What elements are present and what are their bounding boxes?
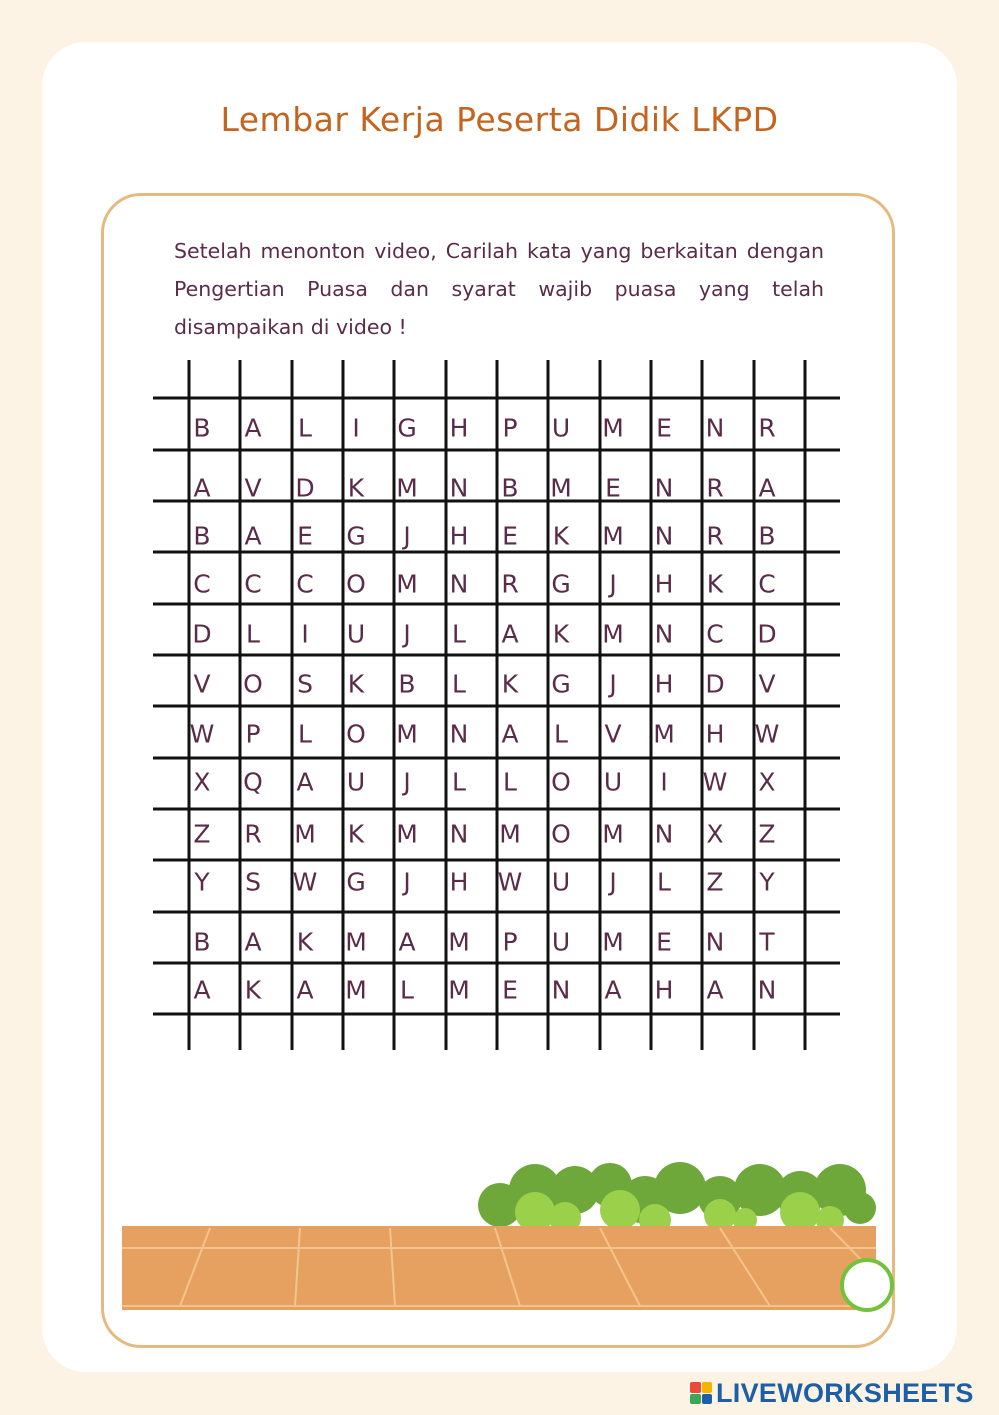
grid-letter[interactable]: N [705, 413, 725, 443]
grid-letter[interactable]: A [398, 927, 416, 957]
grid-letter[interactable]: V [604, 719, 622, 749]
grid-letter[interactable]: N [449, 569, 469, 599]
grid-letter[interactable]: X [706, 819, 724, 849]
grid-letter[interactable]: L [503, 767, 517, 797]
grid-letter[interactable]: G [346, 521, 366, 551]
grid-letter[interactable]: G [551, 569, 571, 599]
grid-letter[interactable]: M [448, 927, 470, 957]
grid-letter[interactable]: H [449, 521, 469, 551]
grid-letter[interactable]: O [346, 719, 366, 749]
grid-letter[interactable]: V [193, 669, 211, 699]
grid-letter[interactable]: L [298, 719, 312, 749]
grid-letter[interactable]: M [396, 569, 418, 599]
grid-letter[interactable]: C [706, 619, 724, 649]
grid-letter[interactable]: M [602, 413, 624, 443]
grid-letter[interactable]: M [345, 927, 367, 957]
grid-letter[interactable]: J [609, 569, 617, 599]
grid-letter[interactable]: I [660, 767, 668, 797]
grid-letter[interactable]: V [758, 669, 776, 699]
grid-letter[interactable]: N [757, 975, 777, 1005]
grid-letter[interactable]: C [244, 569, 262, 599]
grid-letter[interactable]: J [403, 767, 411, 797]
grid-letter[interactable]: M [499, 819, 521, 849]
grid-letter[interactable]: A [501, 719, 519, 749]
grid-letter[interactable]: L [452, 767, 466, 797]
grid-letter[interactable]: N [654, 819, 674, 849]
grid-letter[interactable]: M [550, 473, 572, 503]
grid-letter[interactable]: G [346, 867, 366, 897]
grid-letter[interactable]: D [192, 619, 212, 649]
grid-letter[interactable]: B [193, 927, 211, 957]
grid-letter[interactable]: K [706, 569, 724, 599]
grid-letter[interactable]: D [757, 619, 777, 649]
grid-letter[interactable]: W [754, 719, 780, 749]
grid-letter[interactable]: O [551, 819, 571, 849]
grid-letter[interactable]: Z [193, 819, 211, 849]
grid-letter[interactable]: A [193, 975, 211, 1005]
grid-letter[interactable]: M [602, 619, 624, 649]
grid-letter[interactable]: K [347, 669, 365, 699]
grid-letter[interactable]: V [244, 473, 262, 503]
grid-letter[interactable]: B [398, 669, 416, 699]
grid-letter[interactable]: B [193, 413, 211, 443]
grid-letter[interactable]: U [551, 867, 571, 897]
grid-letter[interactable]: K [552, 619, 570, 649]
grid-letter[interactable]: M [396, 719, 418, 749]
grid-letter[interactable]: M [602, 927, 624, 957]
grid-letter[interactable]: J [403, 867, 411, 897]
grid-letter[interactable]: N [449, 719, 469, 749]
grid-letter[interactable]: Z [706, 867, 724, 897]
grid-letter[interactable]: O [243, 669, 263, 699]
grid-letter[interactable]: D [295, 473, 315, 503]
grid-letter[interactable]: R [706, 473, 724, 503]
grid-letter[interactable]: E [502, 521, 518, 551]
grid-letter[interactable]: M [653, 719, 675, 749]
grid-letter[interactable]: A [244, 413, 262, 443]
grid-letter[interactable]: R [244, 819, 262, 849]
grid-letter[interactable]: A [244, 927, 262, 957]
grid-letter[interactable]: G [397, 413, 417, 443]
grid-letter[interactable]: O [346, 569, 366, 599]
grid-letter[interactable]: N [449, 819, 469, 849]
grid-letter[interactable]: H [705, 719, 725, 749]
grid-letter[interactable]: M [396, 473, 418, 503]
grid-letter[interactable]: J [403, 521, 411, 551]
grid-letter[interactable]: B [501, 473, 519, 503]
grid-letter[interactable]: U [551, 413, 571, 443]
grid-letter[interactable]: P [502, 413, 518, 443]
grid-letter[interactable]: J [609, 867, 617, 897]
grid-letter[interactable]: A [758, 473, 776, 503]
grid-letter[interactable]: O [551, 767, 571, 797]
grid-letter[interactable]: P [502, 927, 518, 957]
grid-letter[interactable]: M [602, 521, 624, 551]
grid-letter[interactable]: W [292, 867, 318, 897]
grid-letter[interactable]: H [654, 569, 674, 599]
grid-letter[interactable]: L [554, 719, 568, 749]
grid-letter[interactable]: M [448, 975, 470, 1005]
grid-letter[interactable]: H [449, 867, 469, 897]
grid-letter[interactable]: E [502, 975, 518, 1005]
grid-letter[interactable]: M [396, 819, 418, 849]
grid-letter[interactable]: E [605, 473, 621, 503]
grid-letter[interactable]: S [297, 669, 313, 699]
grid-letter[interactable]: N [705, 927, 725, 957]
grid-letter[interactable]: W [702, 767, 728, 797]
grid-letter[interactable]: L [246, 619, 260, 649]
liveworksheets-logo [690, 1378, 974, 1408]
grid-letter[interactable]: M [294, 819, 316, 849]
grid-letter[interactable]: J [609, 669, 617, 699]
grid-letter[interactable]: K [347, 819, 365, 849]
grid-letter[interactable]: Y [194, 867, 210, 897]
grid-letter[interactable]: C [758, 569, 776, 599]
logo-text: LIVEWORKSHEETS [716, 1377, 974, 1408]
grid-letter[interactable]: N [654, 521, 674, 551]
grid-letter[interactable]: L [452, 669, 466, 699]
grid-letter[interactable]: I [352, 413, 360, 443]
grid-letter[interactable]: X [758, 767, 776, 797]
grid-letter[interactable]: A [706, 975, 724, 1005]
grid-letter[interactable]: K [347, 473, 365, 503]
grid-letter[interactable]: S [245, 867, 261, 897]
grid-letter[interactable]: A [193, 473, 211, 503]
grid-letter[interactable]: T [759, 927, 775, 957]
grid-letter[interactable]: H [654, 975, 674, 1005]
grid-letter[interactable]: R [706, 521, 724, 551]
grid-letter[interactable]: L [298, 413, 312, 443]
grid-letter[interactable]: A [244, 521, 262, 551]
grid-letter[interactable]: D [705, 669, 725, 699]
grid-letter[interactable]: A [296, 767, 314, 797]
grid-letter[interactable]: C [193, 569, 211, 599]
grid-letter[interactable]: H [654, 669, 674, 699]
grid-letter[interactable]: L [452, 619, 466, 649]
page-title: Lembar Kerja Peserta Didik LKPD [220, 100, 779, 139]
grid-letter[interactable]: B [193, 521, 211, 551]
grid-letter[interactable]: N [449, 473, 469, 503]
grid-letter[interactable]: K [244, 975, 262, 1005]
grid-letter[interactable]: X [193, 767, 211, 797]
grid-letter[interactable]: W [189, 719, 215, 749]
grid-letter[interactable]: U [346, 767, 366, 797]
grid-letter[interactable]: E [297, 521, 313, 551]
grid-letter[interactable]: E [656, 413, 672, 443]
grid-letter[interactable]: K [552, 521, 570, 551]
grid-letter[interactable]: U [603, 767, 623, 797]
grid-letter[interactable]: P [245, 719, 261, 749]
grid-letter[interactable]: B [758, 521, 776, 551]
grid-letter[interactable]: L [400, 975, 414, 1005]
grid-letter[interactable]: A [604, 975, 622, 1005]
grid-letter[interactable]: Z [758, 819, 776, 849]
grid-letter[interactable]: A [501, 619, 519, 649]
grid-letter[interactable]: C [296, 569, 314, 599]
grid-letter[interactable]: I [301, 619, 309, 649]
grid-letter[interactable]: K [501, 669, 519, 699]
grid-letter[interactable]: Q [243, 767, 263, 797]
grid-letter[interactable]: U [551, 927, 571, 957]
grid-letter[interactable]: N [654, 473, 674, 503]
grid-letter[interactable]: N [551, 975, 571, 1005]
grid-letter[interactable]: M [602, 819, 624, 849]
grid-letter[interactable]: K [296, 927, 314, 957]
grid-letter[interactable]: R [501, 569, 519, 599]
grid-letter[interactable]: H [449, 413, 469, 443]
grid-letter[interactable]: G [551, 669, 571, 699]
grid-letter[interactable]: W [497, 867, 523, 897]
grid-letter[interactable]: J [403, 619, 411, 649]
grid-letter[interactable]: R [758, 413, 776, 443]
grid-letter[interactable]: Y [759, 867, 775, 897]
instruction-text: Setelah menonton video, Carilah kata yang berkaitan dengan Pengertian Puasa dan syarat wajib puasa yang telah disampaikan di video ! [174, 239, 824, 339]
grid-letter[interactable]: E [656, 927, 672, 957]
grid-letter[interactable]: M [345, 975, 367, 1005]
liveworksheets-logo-icon [690, 1382, 712, 1404]
grid-letter[interactable]: U [346, 619, 366, 649]
grid-letter[interactable]: L [657, 867, 671, 897]
audio-toggle-button[interactable] [840, 1258, 894, 1312]
grid-letter[interactable]: A [296, 975, 314, 1005]
grid-letter[interactable]: N [654, 619, 674, 649]
